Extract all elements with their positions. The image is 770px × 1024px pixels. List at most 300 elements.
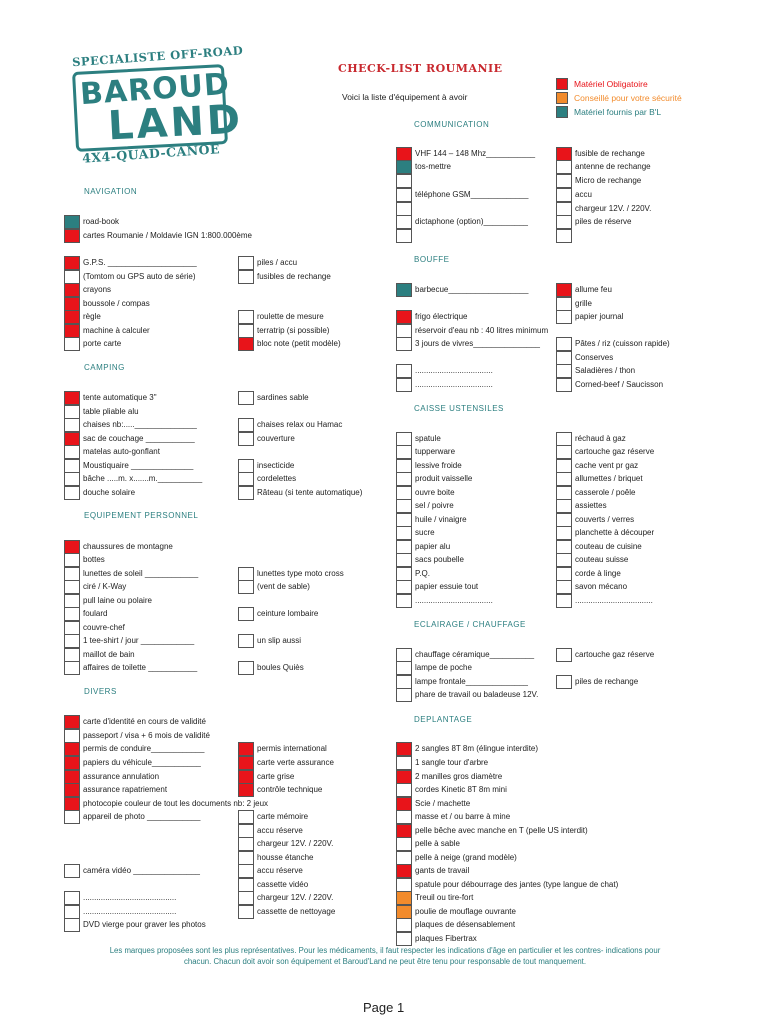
item-label: bottes: [83, 555, 105, 564]
item-label: assiettes: [575, 501, 607, 510]
checkbox[interactable]: [64, 594, 80, 608]
item-label: savon mécano: [575, 582, 628, 591]
item-label: papier journal: [575, 312, 624, 321]
checkbox[interactable]: [396, 594, 412, 608]
item-label: barbecue__________________: [415, 285, 529, 294]
checkbox[interactable]: [556, 147, 572, 161]
item-label: cartouche gaz réserve: [575, 447, 655, 456]
legend-swatch-advised: [556, 92, 568, 104]
legend-swatch-required: [556, 78, 568, 90]
item-label: ...................................: [415, 596, 493, 605]
checkbox[interactable]: [556, 675, 572, 689]
item-label: couvre-chef: [83, 623, 125, 632]
checkbox[interactable]: [64, 742, 80, 756]
checkbox[interactable]: [396, 878, 412, 892]
legend-label-advised: Conseillé pour votre sécurité: [574, 93, 682, 103]
item-label: photocopie couleur de tout les documents nb: 2 jeux: [83, 799, 269, 808]
checkbox[interactable]: [64, 337, 80, 351]
checkbox[interactable]: [64, 310, 80, 324]
item-label: téléphone GSM_____________: [415, 190, 529, 199]
item-label: pelle à neige (grand modèle): [415, 853, 517, 862]
checkbox[interactable]: [396, 160, 412, 174]
checkbox[interactable]: [556, 351, 572, 365]
checkbox[interactable]: [396, 932, 412, 946]
item-label: chargeur 12V. / 220V.: [575, 204, 652, 213]
checkbox[interactable]: [396, 432, 412, 446]
checkbox[interactable]: [238, 770, 254, 784]
item-label: contrôle technique: [257, 785, 323, 794]
item-label: 2 sangles 8T 8m (élingue interdite): [415, 744, 539, 753]
checkbox[interactable]: [556, 580, 572, 594]
checkbox[interactable]: [396, 499, 412, 513]
item-label: ciré / K-Way: [83, 582, 127, 591]
item-label: frigo électrique: [415, 312, 468, 321]
footnote-line-2: chacun. Chacun doit avoir son équipement et Baroud'Land ne peut être tenu pour responsable de tout manquement.: [183, 956, 586, 966]
checkbox[interactable]: [64, 580, 80, 594]
checkbox[interactable]: [556, 229, 572, 243]
item-label: housse étanche: [257, 853, 314, 862]
checkbox[interactable]: [238, 905, 254, 919]
checkbox[interactable]: [64, 864, 80, 878]
checkbox[interactable]: [396, 445, 412, 459]
checkbox[interactable]: [238, 742, 254, 756]
page-title: CHECK-LIST ROUMANIE: [338, 62, 503, 75]
checkbox[interactable]: [64, 391, 80, 405]
item-label: chargeur 12V. / 220V.: [257, 893, 334, 902]
checkbox[interactable]: [64, 797, 80, 811]
checkbox[interactable]: [396, 378, 412, 392]
checkbox[interactable]: [238, 486, 254, 500]
item-label: cartouche gaz réserve: [575, 650, 655, 659]
checkbox[interactable]: [238, 891, 254, 905]
item-label: réservoir d'eau nb : 40 litres minimum: [415, 326, 549, 335]
checkbox[interactable]: [64, 770, 80, 784]
logo-tagline-bottom: 4X4-QUAD-CANOË: [81, 141, 221, 166]
item-label: lessive froide: [415, 461, 462, 470]
checkbox[interactable]: [396, 770, 412, 784]
section-communication: COMMUNICATION: [414, 120, 490, 129]
section-caisse-ustensiles: CAISSE USTENSILES: [414, 404, 504, 413]
checkbox[interactable]: [238, 580, 254, 594]
item-label: spatule pour débourrage des jantes (type langue de chat): [415, 880, 619, 889]
checkbox[interactable]: [238, 418, 254, 432]
checkbox[interactable]: [396, 837, 412, 851]
item-label: chaussures de montagne: [83, 542, 173, 551]
item-label: fusibles de rechange: [257, 272, 331, 281]
checkbox[interactable]: [238, 864, 254, 878]
checkbox[interactable]: [396, 540, 412, 554]
checkbox[interactable]: [238, 810, 254, 824]
item-label: assurance rapatriement: [83, 785, 168, 794]
checkbox[interactable]: [556, 215, 572, 229]
item-label: spatule: [415, 434, 441, 443]
item-label: réchaud à gaz: [575, 434, 626, 443]
item-label: huile / vinaigre: [415, 515, 467, 524]
checkbox[interactable]: [238, 459, 254, 473]
checkbox[interactable]: [556, 513, 572, 527]
checkbox[interactable]: [64, 486, 80, 500]
item-label: insecticide: [257, 461, 295, 470]
section-divers: DIVERS: [84, 687, 117, 696]
item-label: chaises nb:.....______________: [83, 420, 197, 429]
checkbox[interactable]: [556, 188, 572, 202]
item-label: 2 manilles gros diamètre: [415, 772, 503, 781]
checkbox[interactable]: [556, 594, 572, 608]
item-label: permis de conduire____________: [83, 744, 205, 753]
item-label: sel / poivre: [415, 501, 454, 510]
checkbox[interactable]: [238, 837, 254, 851]
checkbox[interactable]: [64, 567, 80, 581]
section-deplantage: DEPLANTAGE: [414, 715, 473, 724]
checkbox[interactable]: [238, 324, 254, 338]
checkbox[interactable]: [238, 270, 254, 284]
checkbox[interactable]: [64, 540, 80, 554]
checkbox[interactable]: [396, 337, 412, 351]
checkbox[interactable]: [238, 310, 254, 324]
legend-swatch-supplied: [556, 106, 568, 118]
section-equipement-personnel: EQUIPEMENT PERSONNEL: [84, 511, 199, 520]
item-label: allume feu: [575, 285, 612, 294]
checkbox[interactable]: [396, 459, 412, 473]
item-label: appareil de photo ____________: [83, 812, 201, 821]
legend-label-supplied: Matériel fournis par B'L: [574, 107, 662, 117]
checkbox[interactable]: [396, 580, 412, 594]
checkbox[interactable]: [396, 648, 412, 662]
checkbox[interactable]: [396, 864, 412, 878]
checkbox[interactable]: [64, 215, 80, 229]
checkbox[interactable]: [64, 472, 80, 486]
item-label: pull laine ou polaire: [83, 596, 152, 605]
checkbox[interactable]: [64, 715, 80, 729]
checkbox[interactable]: [556, 567, 572, 581]
checkbox[interactable]: [64, 661, 80, 675]
checkbox[interactable]: [64, 270, 80, 284]
checkbox[interactable]: [396, 553, 412, 567]
item-label: P.Q.: [415, 569, 430, 578]
checkbox[interactable]: [556, 297, 572, 311]
checkbox[interactable]: [396, 756, 412, 770]
checkbox[interactable]: [396, 824, 412, 838]
checkbox[interactable]: [556, 202, 572, 216]
checkbox[interactable]: [64, 634, 80, 648]
checkbox[interactable]: [396, 851, 412, 865]
checkbox[interactable]: [64, 432, 80, 446]
checkbox[interactable]: [396, 675, 412, 689]
item-label: cache vent pr gaz: [575, 461, 639, 470]
checkbox[interactable]: [556, 337, 572, 351]
checkbox[interactable]: [238, 391, 254, 405]
item-label: boussole / compas: [83, 299, 150, 308]
checkbox[interactable]: [396, 174, 412, 188]
checkbox[interactable]: [64, 648, 80, 662]
intro-text: Voici la liste d'équipement à avoir: [342, 92, 468, 102]
checkbox[interactable]: [396, 797, 412, 811]
checkbox[interactable]: [64, 810, 80, 824]
item-label: couverts / verres: [575, 515, 635, 524]
item-label: cassette de nettoyage: [257, 907, 336, 916]
item-label: sucre: [415, 528, 435, 537]
item-label: Râteau (si tente automatique): [257, 488, 363, 497]
item-label: affaires de toilette ___________: [83, 663, 198, 672]
item-label: Conserves: [575, 353, 614, 362]
item-label: plaques Fibertrax: [415, 934, 477, 943]
item-label: foulard: [83, 609, 108, 618]
item-label: Treuil ou tire-fort: [415, 893, 474, 902]
checkbox[interactable]: [238, 472, 254, 486]
item-label: machine à calculer: [83, 326, 150, 335]
logo-word-land: LAND: [106, 96, 245, 150]
item-label: lampe de poche: [415, 663, 472, 672]
checkbox[interactable]: [556, 160, 572, 174]
item-label: sac de couchage ___________: [83, 434, 195, 443]
checkbox[interactable]: [396, 147, 412, 161]
item-label: produit vaisselle: [415, 474, 473, 483]
item-label: un slip aussi: [257, 636, 302, 645]
section-camping: CAMPING: [84, 363, 125, 372]
item-label: 1 sangle tour d'arbre: [415, 758, 489, 767]
checkbox[interactable]: [396, 229, 412, 243]
item-label: (vent de sable): [257, 582, 310, 591]
checkbox[interactable]: [396, 215, 412, 229]
section-navigation: NAVIGATION: [84, 187, 138, 196]
item-label: piles / accu: [257, 258, 298, 267]
checkbox[interactable]: [556, 648, 572, 662]
checkbox[interactable]: [238, 607, 254, 621]
item-label: table pliable alu: [83, 407, 139, 416]
checkbox[interactable]: [556, 378, 572, 392]
checkbox[interactable]: [64, 783, 80, 797]
item-label: accu réserve: [257, 826, 303, 835]
item-label: lunettes de soleil ____________: [83, 569, 199, 578]
checkbox[interactable]: [556, 364, 572, 378]
item-label: couverture: [257, 434, 295, 443]
item-label: permis international: [257, 744, 327, 753]
item-label: planchette à découper: [575, 528, 655, 537]
item-label: carte grise: [257, 772, 295, 781]
checkbox[interactable]: [64, 418, 80, 432]
item-label: Scie / machette: [415, 799, 471, 808]
checkbox[interactable]: [556, 499, 572, 513]
checkbox[interactable]: [396, 486, 412, 500]
item-label: fusible de rechange: [575, 149, 645, 158]
checkbox[interactable]: [64, 256, 80, 270]
legend-label-required: Matériel Obligatoire: [574, 79, 648, 89]
item-label: sardines sable: [257, 393, 309, 402]
checkbox[interactable]: [396, 891, 412, 905]
checkbox[interactable]: [396, 472, 412, 486]
checkbox[interactable]: [396, 526, 412, 540]
item-label: boules Quiès: [257, 663, 304, 672]
checkbox[interactable]: [556, 283, 572, 297]
checkbox[interactable]: [64, 756, 80, 770]
checkbox[interactable]: [64, 607, 80, 621]
checkbox[interactable]: [64, 324, 80, 338]
checkbox[interactable]: [238, 567, 254, 581]
item-label: VHF 144 – 148 Mhz___________: [415, 149, 536, 158]
checkbox[interactable]: [64, 297, 80, 311]
section-eclairage-chauffage: ECLAIRAGE / CHAUFFAGE: [414, 620, 526, 629]
checkbox[interactable]: [238, 337, 254, 351]
checkbox[interactable]: [556, 472, 572, 486]
item-label: 3 jours de vivres_______________: [415, 339, 540, 348]
item-label: ...................................: [415, 380, 493, 389]
item-label: tupperware: [415, 447, 456, 456]
item-label: couteau de cuisine: [575, 542, 642, 551]
checkbox[interactable]: [64, 891, 80, 905]
checkbox[interactable]: [556, 432, 572, 446]
checkbox[interactable]: [64, 905, 80, 919]
item-label: dictaphone (option)__________: [415, 217, 528, 226]
checkbox[interactable]: [396, 324, 412, 338]
item-label: papiers du véhicule___________: [83, 758, 201, 767]
item-label: sacs poubelle: [415, 555, 464, 564]
item-label: chaises relax ou Hamac: [257, 420, 343, 429]
item-label: carte d'identité en cours de validité: [83, 717, 206, 726]
checkbox[interactable]: [396, 742, 412, 756]
item-label: allumettes / briquet: [575, 474, 643, 483]
item-label: crayons: [83, 285, 112, 294]
item-label: bâche .....m. x.......m.__________: [83, 474, 203, 483]
item-label: ...................................: [575, 596, 653, 605]
checkbox[interactable]: [238, 661, 254, 675]
footnote-line-1: Les marques proposées sont les plus représentatives. Pour les médicaments, il faut respecter les indications d'âge en particulier et les contres- indications pour: [109, 946, 661, 955]
checkbox[interactable]: [64, 553, 80, 567]
item-label: Moustiquaire ______________: [83, 461, 194, 470]
item-label: ..........................................: [83, 893, 177, 902]
checkbox[interactable]: [396, 513, 412, 527]
item-label: 1 tee-shirt / jour ____________: [83, 636, 195, 645]
item-label: assurance annulation: [83, 772, 160, 781]
checkbox[interactable]: [556, 540, 572, 554]
checkbox[interactable]: [556, 310, 572, 324]
item-label: antenne de rechange: [575, 162, 651, 171]
item-label: casserole / poêle: [575, 488, 636, 497]
checkbox[interactable]: [396, 283, 412, 297]
page-number: Page 1: [363, 1000, 405, 1015]
checkbox[interactable]: [238, 756, 254, 770]
checkbox[interactable]: [556, 486, 572, 500]
item-label: papier essuie tout: [415, 582, 479, 591]
checkbox[interactable]: [396, 688, 412, 702]
item-label: plaques de désensablement: [415, 920, 516, 929]
item-label: couteau suisse: [575, 555, 629, 564]
checkbox[interactable]: [64, 459, 80, 473]
item-label: ...................................: [415, 366, 493, 375]
checkbox[interactable]: [238, 432, 254, 446]
checkbox[interactable]: [238, 634, 254, 648]
checkbox[interactable]: [396, 661, 412, 675]
item-label: poulie de mouflage ouvrante: [415, 907, 516, 916]
item-label: grille: [575, 299, 592, 308]
checkbox[interactable]: [64, 445, 80, 459]
item-label: cordelettes: [257, 474, 297, 483]
logo-tagline-top: SPECIALISTE OFF-ROAD: [71, 43, 244, 70]
checkbox[interactable]: [64, 918, 80, 932]
item-label: cordes Kinetic 8T 8m mini: [415, 785, 507, 794]
item-label: ouvre boite: [415, 488, 455, 497]
checkbox[interactable]: [556, 459, 572, 473]
checkbox[interactable]: [238, 878, 254, 892]
checkbox[interactable]: [64, 621, 80, 635]
item-label: chauffage céramique__________: [415, 650, 535, 659]
item-label: douche solaire: [83, 488, 136, 497]
item-label: road-book: [83, 217, 120, 226]
item-label: porte carte: [83, 339, 122, 348]
item-label: caméra vidéo _______________: [83, 866, 200, 875]
item-label: corde à linge: [575, 569, 621, 578]
item-label: (Tomtom ou GPS auto de série): [83, 272, 196, 281]
item-label: passeport / visa + 6 mois de validité: [83, 731, 210, 740]
item-label: bloc note (petit modèle): [257, 339, 341, 348]
item-label: chargeur 12V. / 220V.: [257, 839, 334, 848]
checkbox[interactable]: [238, 851, 254, 865]
checkbox[interactable]: [396, 905, 412, 919]
item-label: ceinture lombaire: [257, 609, 319, 618]
checkbox[interactable]: [238, 824, 254, 838]
item-label: Pâtes / riz (cuisson rapide): [575, 339, 670, 348]
checkbox[interactable]: [64, 405, 80, 419]
item-label: accu: [575, 190, 592, 199]
item-label: cartes Roumanie / Moldavie IGN 1:800.000ème: [83, 231, 252, 240]
checkbox[interactable]: [238, 256, 254, 270]
checkbox[interactable]: [556, 553, 572, 567]
section-bouffe: BOUFFE: [414, 255, 450, 264]
item-label: accu réserve: [257, 866, 303, 875]
item-label: règle: [83, 312, 101, 321]
item-label: G.P.S. ____________________: [83, 258, 197, 267]
item-label: masse et / ou barre à mine: [415, 812, 511, 821]
checkbox[interactable]: [396, 364, 412, 378]
footnote: [60, 946, 710, 968]
item-label: tente automatique 3": [83, 393, 157, 402]
checkbox[interactable]: [64, 729, 80, 743]
checkbox[interactable]: [64, 229, 80, 243]
checkbox[interactable]: [396, 918, 412, 932]
item-label: tos-mettre: [415, 162, 452, 171]
item-label: lunettes type moto cross: [257, 569, 344, 578]
item-label: carte verte assurance: [257, 758, 334, 767]
item-label: ..........................................: [83, 907, 177, 916]
item-label: lampe frontale______________: [415, 677, 528, 686]
checkbox[interactable]: [396, 783, 412, 797]
checkbox[interactable]: [556, 526, 572, 540]
checkbox[interactable]: [556, 445, 572, 459]
logo-word-baroud: BAROUD: [78, 66, 231, 113]
item-label: matelas auto-gonflant: [83, 447, 160, 456]
checkbox[interactable]: [396, 202, 412, 216]
checkbox[interactable]: [396, 188, 412, 202]
checkbox[interactable]: [396, 310, 412, 324]
checkbox[interactable]: [64, 283, 80, 297]
item-label: terratrip (si possible): [257, 326, 330, 335]
item-label: roulette de mesure: [257, 312, 324, 321]
checkbox[interactable]: [396, 567, 412, 581]
item-label: gants de travail: [415, 866, 470, 875]
item-label: pelle bêche avec manche en T (pelle US interdit): [415, 826, 588, 835]
item-label: Corned-beef / Saucisson: [575, 380, 664, 389]
checkbox[interactable]: [556, 174, 572, 188]
item-label: maillot de bain: [83, 650, 135, 659]
item-label: carte mémoire: [257, 812, 309, 821]
item-label: papier alu: [415, 542, 451, 551]
item-label: Saladières / thon: [575, 366, 636, 375]
item-label: piles de rechange: [575, 677, 639, 686]
item-label: pelle à sable: [415, 839, 460, 848]
checkbox[interactable]: [396, 810, 412, 824]
item-label: piles de réserve: [575, 217, 632, 226]
checkbox[interactable]: [238, 783, 254, 797]
item-label: DVD vierge pour graver les photos: [83, 920, 206, 929]
